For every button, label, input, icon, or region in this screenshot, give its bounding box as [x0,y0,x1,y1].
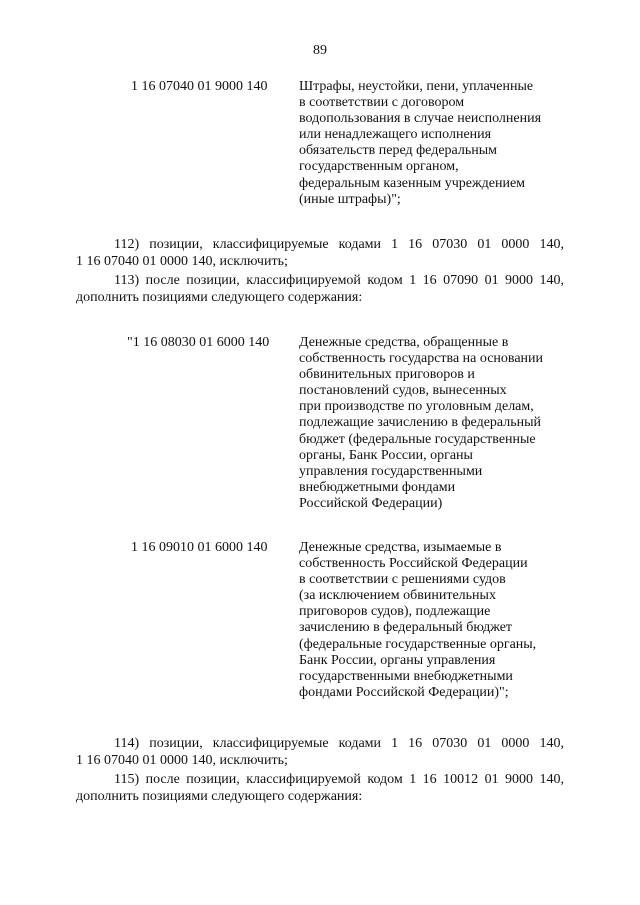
description-line: (иные штрафы)"; [299,191,401,207]
description-line: собственность Российской Федерации [299,556,528,572]
description-line: государственными внебюджетными [299,668,513,684]
description-line: в соответствии с решениями судов [299,572,506,588]
paragraph-line: 113) после позиции, классифицируемой кодом 1 16 07090 01 9000 140, [114,273,564,288]
description-line: Денежные средства, изымаемые в [299,540,502,555]
description-line: обвинительных приговоров и [299,367,475,383]
amendment-paragraph [76,736,564,770]
page-number: 89 [313,43,327,58]
classification-code: 1 16 09010 01 6000 140 [131,540,268,555]
description-line: органы, Банк России, органы [299,447,473,463]
paragraph-line: 1 16 07040 01 0000 140, исключить; [76,254,288,269]
paragraph-line: 1 16 07040 01 0000 140, исключить; [76,753,288,768]
description-line: (федеральные государственные органы, [299,636,537,652]
description-line: обязательств перед федеральным [299,143,498,159]
classification-description [299,79,589,208]
amendment-paragraph [76,237,564,271]
description-line: Денежные средства, обращенные в [299,335,509,350]
description-line: приговоров судов), подлежащие [299,604,491,620]
description-line: федеральным казенным учреждением [299,175,526,191]
classification-description [299,540,589,701]
description-line: управления государственными [299,463,483,479]
paragraph-line: 115) после позиции, классифицируемой кодом 1 16 10012 01 9000 140, [114,772,564,787]
description-line: постановлений судов, вынесенных [299,383,507,399]
description-line: в соответствии с договором [299,95,465,111]
description-line: или ненадлежащего исполнения [299,127,492,143]
description-line: бюджет (федеральные государственные [299,431,536,447]
amendment-paragraph [76,273,564,307]
description-line: при производстве по уголовным делам, [299,399,534,415]
classification-code: "1 16 08030 01 6000 140 [127,335,270,350]
paragraph-line: дополнить позициями следующего содержания: [76,290,363,305]
description-line: собственность государства на основании [299,351,544,367]
description-line: Штрафы, неустойки, пени, уплаченные [299,79,534,94]
description-line: внебюджетными фондами [299,479,456,495]
description-line: государственным органом, [299,159,459,175]
description-line: Российской Федерации) [299,495,443,511]
paragraph-line: дополнить позициями следующего содержания: [76,789,363,804]
amendment-paragraph [76,772,564,806]
description-line: зачислению в федеральный бюджет [299,620,513,636]
description-line: фондами Российской Федерации)"; [299,684,509,700]
description-line: подлежащие зачислению в федеральный [299,415,542,431]
description-line: (за исключением обвинительных [299,588,496,604]
paragraph-line: 112) позиции, классифицируемые кодами 1 16 07030 01 0000 140, [114,237,564,252]
classification-code: 1 16 07040 01 9000 140 [131,79,268,94]
description-line: водопользования в случае неисполнения [299,111,542,127]
paragraph-line: 114) позиции, классифицируемые кодами 1 16 07030 01 0000 140, [114,736,564,751]
description-line: Банк России, органы управления [299,652,496,668]
classification-description [299,335,589,512]
